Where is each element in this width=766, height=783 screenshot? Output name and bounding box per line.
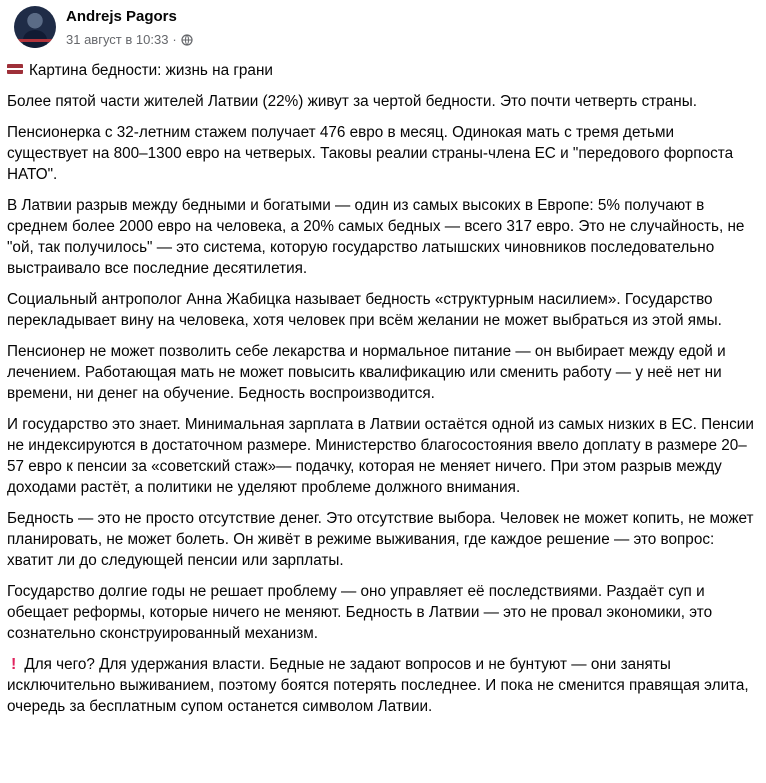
post-paragraph: Государство долгие годы не решает проблему — оно управляет её последствиями. Раздаёт суп и обещает реформы, которые ничего не меняют. Бедность в Латвии — это не провал экономики, это сознательно сконструированный механизм. <box>7 583 713 642</box>
post-paragraph: Пенсионер не может позволить себе лекарства и нормальное питание — он выбирает между едой и лечением. Работающая мать не может повысить квалификацию или сменить работу — у неё нет ни времени, ни денег на обучение. Бедность воспроизводится. <box>7 343 726 402</box>
post-body <box>7 60 757 727</box>
author-avatar[interactable] <box>14 6 56 48</box>
post-final-paragraph: Для чего? Для удержания власти. Бедные не задают вопросов и не бунтуют — они заняты исключительно выживанием, поэтому боятся потерять последнее. И пока не сменится правящая элита, очередь за бесплатным супом останется символом Латвии. <box>7 656 749 715</box>
post-paragraph: И государство это знает. Минимальная зарплата в Латвии остаётся одной из самых низких в ЕС. Пенсии не индексируются в достаточном размере. Министерство благосостояния ввело доплату в размере 20–57 евро к пенсии за «советский стаж»— подачку, которая не меняет ничего. При этом разрыв между доходами растёт, а политики не уделяют проблеме должного внимания. <box>7 416 754 496</box>
post-date[interactable]: 31 август в 10:33 <box>66 32 169 47</box>
author-name[interactable]: Andrejs Pagors <box>66 8 177 25</box>
post-paragraph: Более пятой части жителей Латвии (22%) живут за чертой бедности. Это почти четверть страны. <box>7 93 697 110</box>
meta-separator: · <box>172 32 177 47</box>
post-title-line <box>7 60 757 81</box>
post-paragraph: Пенсионерка с 32-летним стажем получает 476 евро в месяц. Одинокая мать с тремя детьми существует на 800–1300 евро на четверых. Таковы реалии страны-члена ЕС и "передового форпоста НАТО". <box>7 124 734 183</box>
post-meta <box>66 32 193 47</box>
latvia-flag-icon <box>7 64 23 74</box>
post-title: Картина бедности: жизнь на грани <box>29 62 273 79</box>
globe-icon[interactable] <box>181 34 193 46</box>
post-final-line <box>7 654 757 717</box>
post-paragraph: В Латвии разрыв между бедными и богатыми — один из самых высоких в Европе: 5% получают в среднем более 2000 евро на человека, а 20% самых бедных — всего 317 евро. Это не случайность, не "ой, так получилось" — это система, которую государство латышских чиновников последовательно выстраивало все последние десятилетия. <box>7 197 745 277</box>
post-paragraph: Социальный антрополог Анна Жабицка называет бедность «структурным насилием». Государство перекладывает вину на человека, хотя человек при всём желании не может выбраться из этой ямы. <box>7 291 722 329</box>
exclamation-icon: ! <box>11 656 17 673</box>
post-header <box>8 0 758 58</box>
post-paragraph: Бедность — это не просто отсутствие денег. Это отсутствие выбора. Человек не может копить, не может планировать, не может болеть. Он живёт в режиме выживания, где каждое решение — это вопрос: хватит ли до следующей пенсии или зарплаты. <box>7 510 754 569</box>
